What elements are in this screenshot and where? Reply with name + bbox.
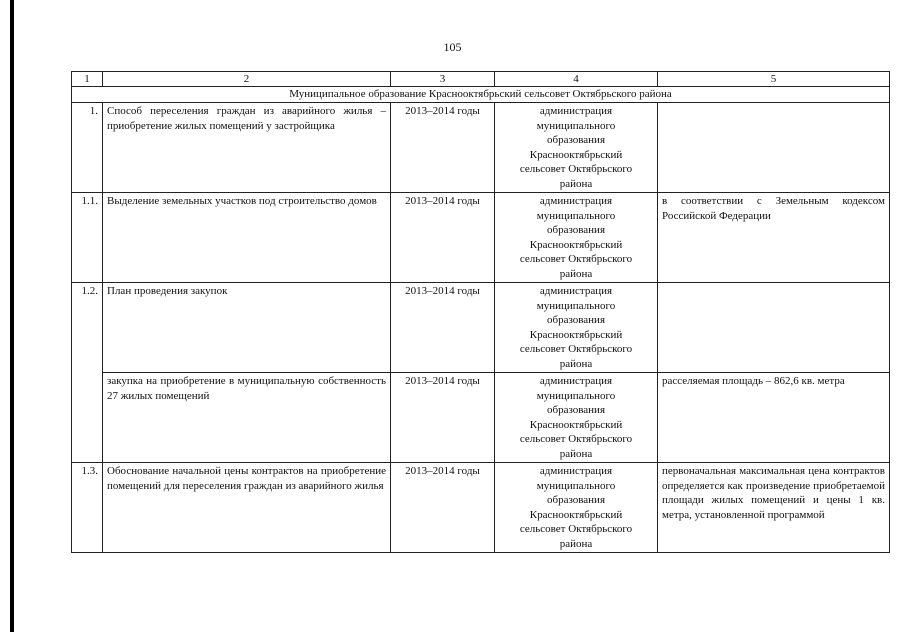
executor-line: администрация (539, 465, 613, 477)
executor-line: администрация (539, 105, 613, 117)
header-cell-4: 4 (495, 72, 658, 87)
executor-cell (495, 373, 658, 463)
period-cell: 2013–2014 годы (391, 283, 495, 373)
note-cell: первоначальная максимальная цена контрактов определяется как произведение приобретаемой площади жилых помещений и цены 1 кв. метра, установленной программой (658, 463, 890, 553)
executor-line: муниципального (536, 299, 616, 312)
executor-cell (495, 193, 658, 283)
period-cell: 2013–2014 годы (391, 193, 495, 283)
row-number: 1.1. (72, 193, 103, 283)
header-cell-3: 3 (391, 72, 495, 87)
period-cell: 2013–2014 годы (391, 103, 495, 193)
executor-line: образования (546, 404, 606, 416)
note-cell: в соответствии с Земельным кодексом Российской Федерации (658, 193, 890, 283)
executor-line: образования (546, 134, 606, 146)
executor-line: сельсовет Октябрьского (519, 433, 633, 445)
measure-cell: Обоснование начальной цены контрактов на приобретение помещений для переселения граждан из аварийного жилья (103, 463, 391, 553)
table-header-row (72, 72, 890, 87)
row-number: 1.3. (72, 463, 103, 553)
header-cell-2: 2 (103, 72, 391, 87)
executor-line: администрация (539, 375, 613, 387)
executor-line: района (559, 177, 593, 190)
measure-cell: Способ переселения граждан из аварийного жилья – приобретение жилых помещений у застройщика (103, 103, 391, 193)
table-row (72, 373, 890, 463)
executor-line: сельсовет Октябрьского (519, 163, 633, 175)
table-row (72, 103, 890, 193)
executor-line: администрация (539, 195, 613, 207)
measure-cell: Выделение земельных участков под строительство домов (103, 193, 391, 283)
executor-cell (495, 103, 658, 193)
executor-line: района (559, 447, 593, 460)
binding-edge-bar (10, 0, 14, 632)
executor-line: сельсовет Октябрьского (519, 253, 633, 265)
measure-cell: План проведения закупок (103, 283, 391, 373)
note-cell (658, 103, 890, 193)
executor-line: сельсовет Октябрьского (519, 343, 633, 355)
executor-line: Краснооктябрьский (529, 148, 623, 161)
executor-line: района (559, 267, 593, 280)
executor-line: муниципального (536, 119, 616, 132)
executor-line: района (559, 537, 593, 550)
executor-line: Краснооктябрьский (529, 238, 623, 251)
executor-line: муниципального (536, 389, 616, 402)
table-row (72, 193, 890, 283)
section-row (72, 87, 890, 103)
executor-line: Краснооктябрьский (529, 418, 623, 431)
executor-cell (495, 283, 658, 373)
executor-line: образования (546, 314, 606, 326)
executor-line: Краснооктябрьский (529, 328, 623, 341)
header-cell-5: 5 (658, 72, 890, 87)
executor-line: администрация (539, 285, 613, 297)
table-row (72, 463, 890, 553)
period-cell: 2013–2014 годы (391, 463, 495, 553)
executor-line: сельсовет Октябрьского (519, 523, 633, 535)
executor-cell (495, 463, 658, 553)
executor-line: Краснооктябрьский (529, 508, 623, 521)
executor-line: образования (546, 224, 606, 236)
executor-line: муниципального (536, 479, 616, 492)
table-row (72, 283, 890, 373)
row-number: 1.2. (72, 283, 103, 463)
header-cell-1: 1 (72, 72, 103, 87)
section-title: Муниципальное образование Краснооктябрьский сельсовет Октябрьского района (72, 87, 890, 103)
row-number: 1. (72, 103, 103, 193)
executor-line: района (559, 357, 593, 370)
executor-line: муниципального (536, 209, 616, 222)
period-cell: 2013–2014 годы (391, 373, 495, 463)
note-cell (658, 283, 890, 373)
executor-line: образования (546, 494, 606, 506)
note-cell: расселяемая площадь – 862,6 кв. метра (658, 373, 890, 463)
measure-cell: закупка на приобретение в муниципальную собственность 27 жилых помещений (103, 373, 391, 463)
page-number: 105 (443, 40, 462, 54)
measures-table (71, 71, 890, 553)
